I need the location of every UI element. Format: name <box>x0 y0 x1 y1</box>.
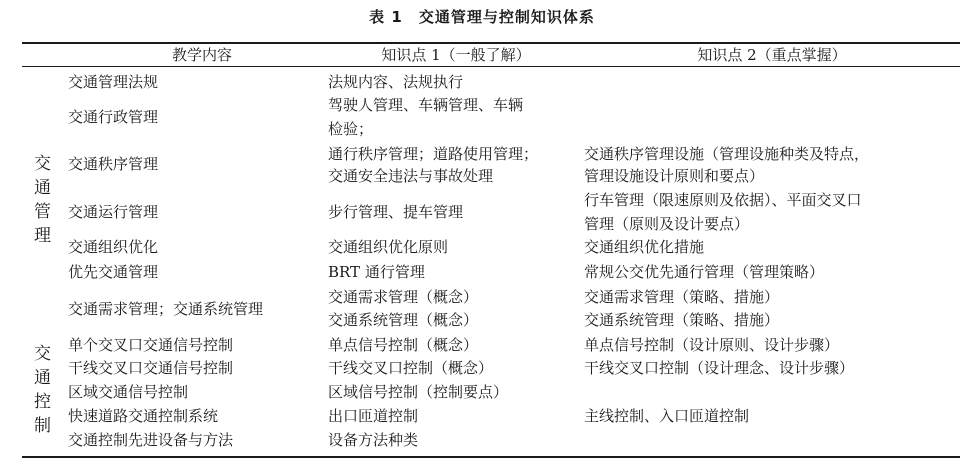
row-content: 交通组织优化 <box>68 238 159 256</box>
row-point2: 交通需求管理（策略、措施） <box>584 288 780 306</box>
header-point1: 知识点 1（一般了解） <box>381 46 531 64</box>
row-content: 交通控制先进设备与方法 <box>68 431 234 449</box>
row-point2: 单点信号控制（设计原则、设计步骤） <box>584 336 840 354</box>
header-content: 教学内容 <box>171 46 232 64</box>
row-point1: 干线交叉口控制（概念） <box>328 359 494 377</box>
row-point1: 通行秩序管理；道路使用管理； <box>328 145 539 163</box>
row-content: 单个交叉口交通信号控制 <box>68 336 234 354</box>
row-point2: 交通系统管理（策略、措施） <box>584 311 780 329</box>
row-point2: 管理（原则及设计要点） <box>584 215 750 233</box>
row-point1: 步行管理、提车管理 <box>328 203 464 221</box>
table-number: 表 1 <box>369 8 403 26</box>
table-bottom-rule <box>22 456 960 458</box>
group-label-traffic-control: 交 通 控 制 <box>34 344 51 436</box>
row-point1: 交通需求管理（概念） <box>328 288 479 306</box>
row-point2: 交通秩序管理设施（管理设施种类及特点， <box>584 145 870 163</box>
row-point1: 单点信号控制（概念） <box>328 336 479 354</box>
row-content: 交通秩序管理 <box>68 155 159 173</box>
row-point2: 干线交叉口控制（设计理念、设计步骤） <box>584 359 855 377</box>
header-point2: 知识点 2（重点掌握） <box>697 46 847 64</box>
row-content: 区域交通信号控制 <box>68 383 189 401</box>
row-content: 优先交通管理 <box>68 263 159 281</box>
row-point2: 行车管理（限速原则及依据）、平面交叉口 <box>584 191 862 209</box>
row-content: 交通行政管理 <box>68 108 159 126</box>
row-point1: 区域信号控制（控制要点） <box>328 383 509 401</box>
row-point1: 法规内容、法规执行 <box>328 73 464 91</box>
row-content: 交通需求管理；交通系统管理 <box>68 300 264 318</box>
row-point1: 交通安全违法与事故处理 <box>328 167 494 185</box>
table-caption <box>0 6 964 28</box>
row-point1: 设备方法种类 <box>328 431 419 449</box>
knowledge-table <box>22 42 960 458</box>
row-content: 快速道路交通控制系统 <box>68 407 219 425</box>
table-header-rule <box>22 66 960 67</box>
row-content: 交通运行管理 <box>68 203 159 221</box>
row-point2: 交通组织优化措施 <box>584 238 705 256</box>
table-title: 交通管理与控制知识体系 <box>418 8 595 26</box>
row-point1: 交通系统管理（概念） <box>328 311 479 329</box>
row-point1: 驾驶人管理、车辆管理、车辆 <box>328 96 524 114</box>
row-point2: 常规公交优先通行管理（管理策略） <box>584 263 825 281</box>
row-point1: 出口匝道控制 <box>328 407 419 425</box>
row-point1: BRT 通行管理 <box>328 263 425 281</box>
row-content: 干线交叉口交通信号控制 <box>68 359 234 377</box>
row-point1: 交通组织优化原则 <box>328 238 449 256</box>
row-point2: 主线控制、入口匝道控制 <box>584 407 750 425</box>
row-point1: 检验； <box>328 120 374 138</box>
row-point2: 管理设施设计原则和要点） <box>584 167 765 185</box>
row-content: 交通管理法规 <box>68 73 159 91</box>
group-label-traffic-management: 交 通 管 理 <box>34 154 51 246</box>
